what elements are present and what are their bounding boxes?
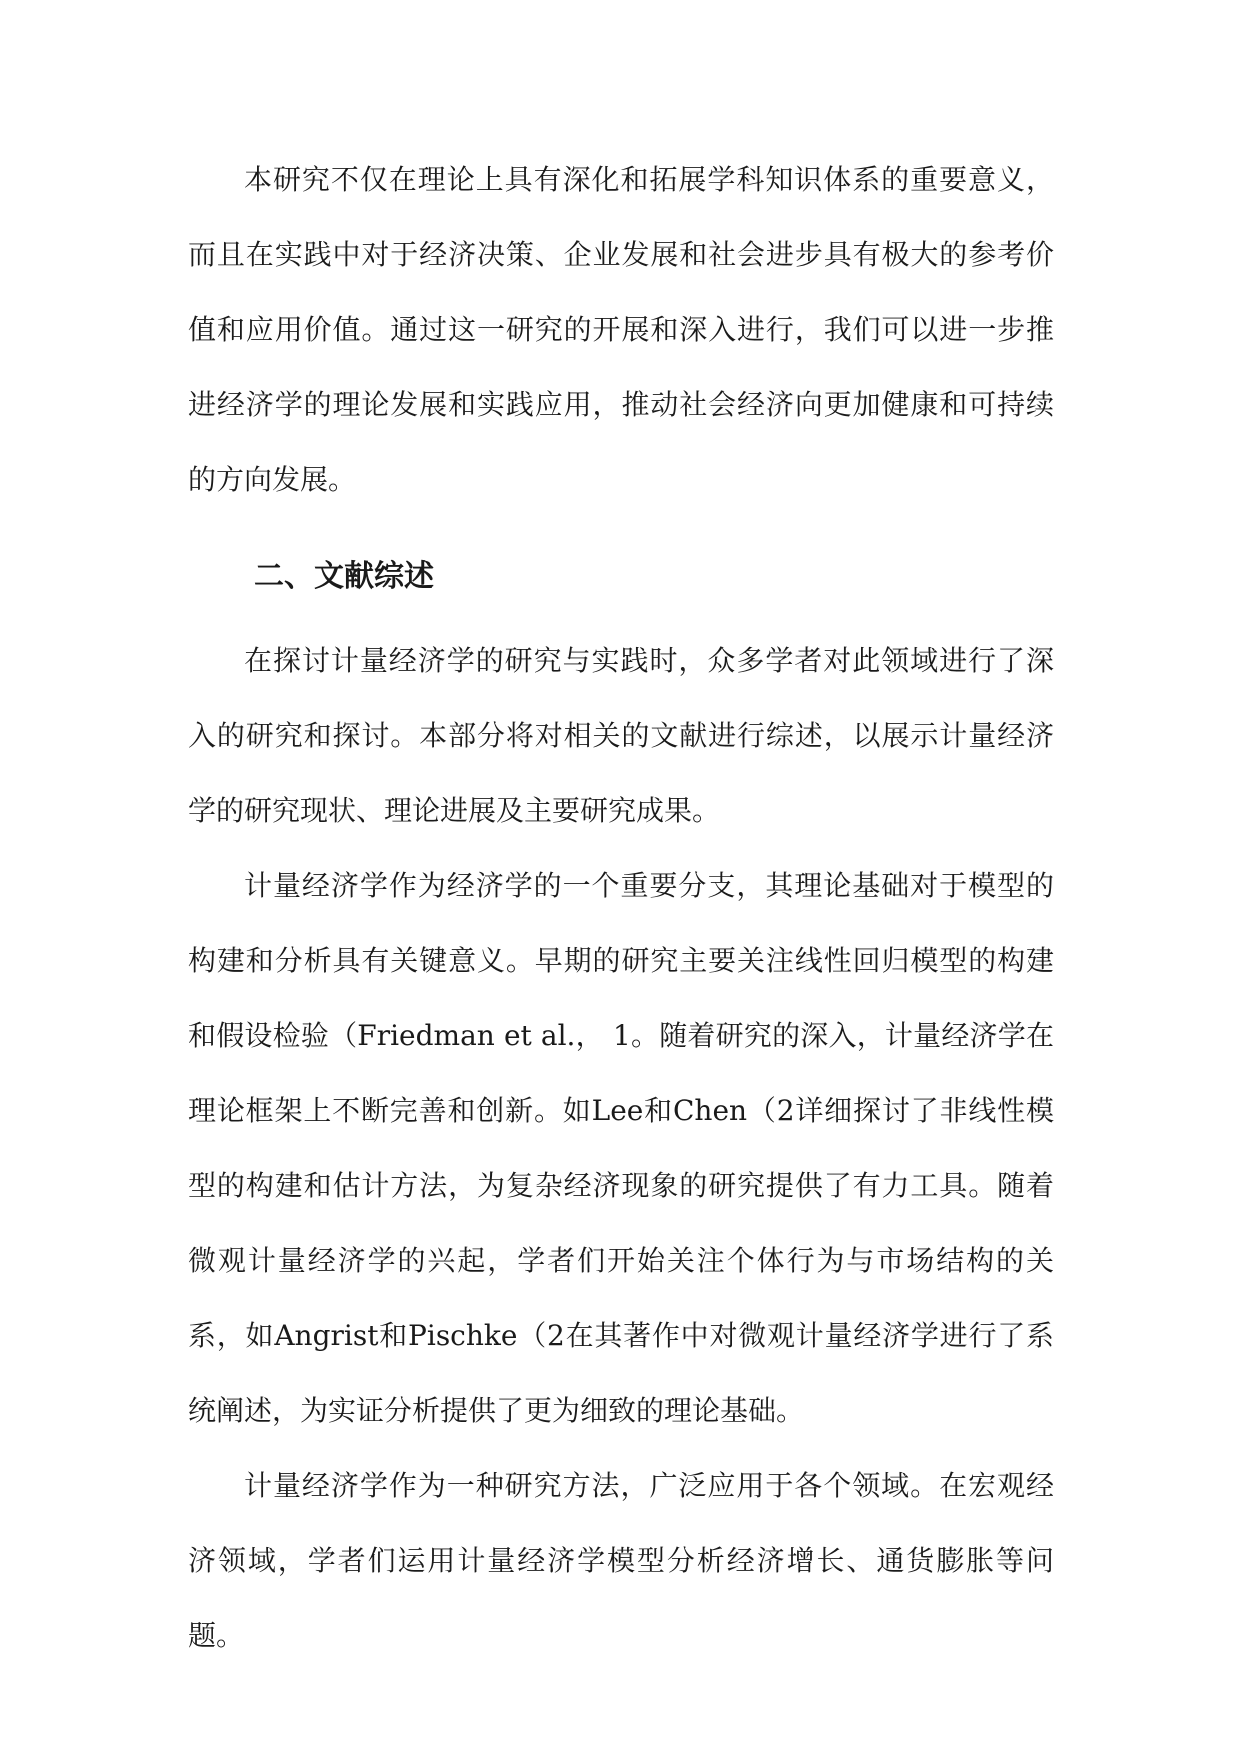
intro-paragraph: 本研究不仅在理论上具有深化和拓展学科知识体系的重要意义，而且在实践中对于经济决策、企业发展和社会进步具有极大的参考价值和应用价值。通过这一研究的开展和深入进行，我们可以进一步推进经济学的理论发展和实践应用，推动社会经济向更加健康和可持续的方向发展。 <box>188 163 1054 496</box>
literature-paragraph-3: 计量经济学作为一种研究方法，广泛应用于各个领域。在宏观经济领域，学者们运用计量经济学模型分析经济增长、通货膨胀等问题。 <box>188 1469 1054 1652</box>
literature-paragraph-1: 在探讨计量经济学的研究与实践时，众多学者对此领域进行了深入的研究和探讨。本部分将对相关的文献进行综述，以展示计量经济学的研究现状、理论进展及主要研究成果。 <box>188 644 1054 827</box>
section-heading: 二、文献综述 <box>254 559 434 594</box>
document-page <box>188 142 1054 1673</box>
literature-paragraph-2: 计量经济学作为经济学的一个重要分支，其理论基础对于模型的构建和分析具有关键意义。早期的研究主要关注线性回归模型的构建和假设检验（Friedman et al.， 1。随着研究的深入，计量经济学在理论框架上不断完善和创新。如Lee和Chen（2详细探讨了非线性模型的构建和估计方法，为复杂经济现象的研究提供了有力工具。随着微观计量经济学的兴起，学者们开始关注个体行为与市场结构的关系，如Angrist和Pischke（2在其著作中对微观计量经济学进行了系统阐述，为实证分析提供了更为细致的理论基础。 <box>188 869 1054 1427</box>
